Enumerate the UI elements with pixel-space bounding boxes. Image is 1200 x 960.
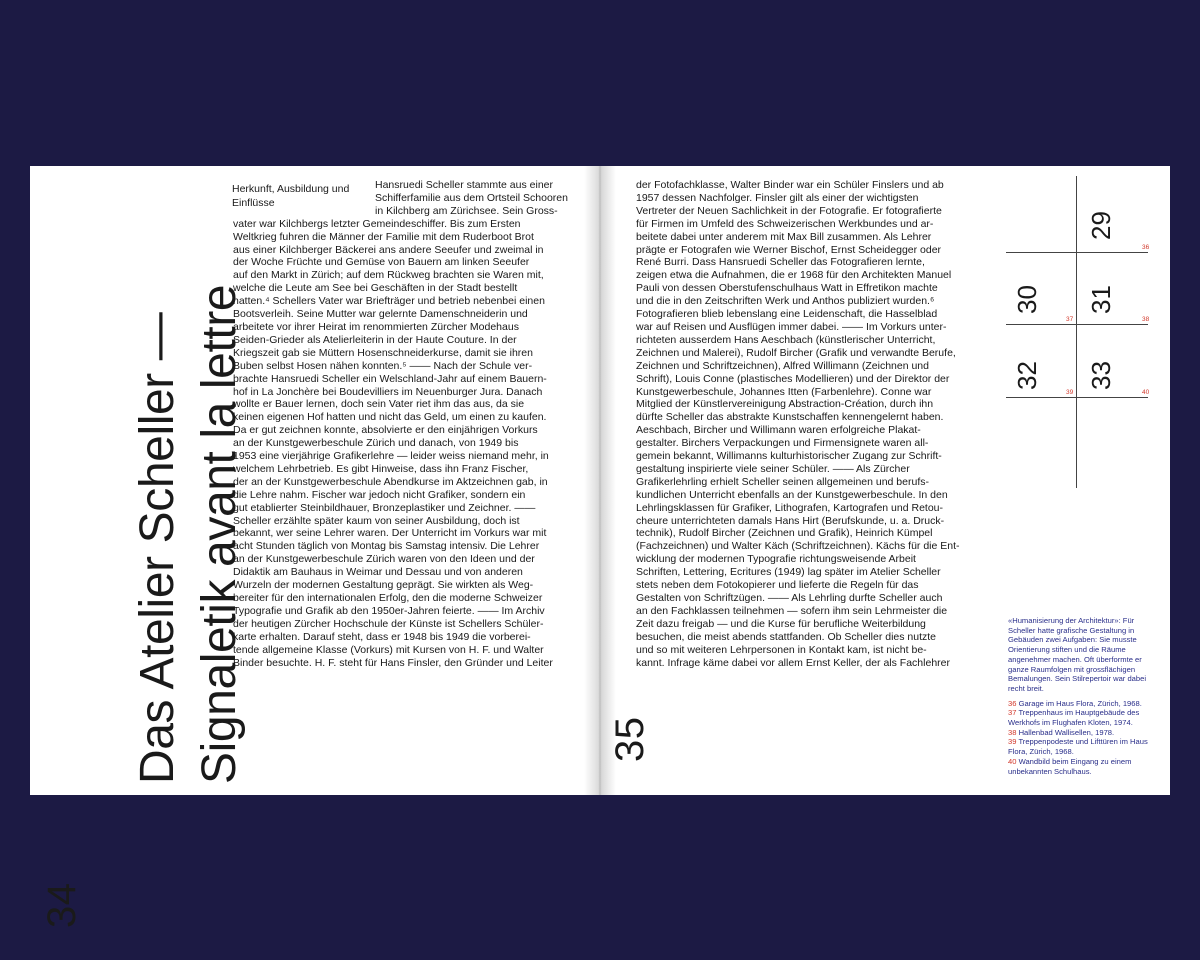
caption-item xyxy=(1008,757,1154,776)
text-line: an den Fachklassen teilnehmen — sofern ihm sein Lehrmeister die xyxy=(636,604,948,617)
text-line: brachte Hansruedi Scheller ein Welschland-Jahr auf einem Bauern- xyxy=(233,372,547,385)
text-line: gestaltung inspirierte viele seiner Schüler. —— Als Zürcher xyxy=(636,462,910,475)
text-line: Seiden-Grieder als Atelierleiterin in der Haute Couture. In der xyxy=(233,333,517,346)
left-body-text xyxy=(233,179,583,669)
caption-ref: 36 xyxy=(1008,698,1017,708)
text-line: Pauli von dessen Oberstufenschulhaus Watt in Effretikon machte xyxy=(636,282,938,295)
text-line: Schrift), Louis Conne (plastisches Modellieren) und der Direktor der xyxy=(636,372,950,385)
book-spread xyxy=(30,166,1170,928)
text-line: richteten ausserdem Hans Aeschbach (künstlerischer Unterricht, xyxy=(636,333,936,346)
figure-number: 32 xyxy=(1012,361,1042,390)
text-line: Grafikerlehrling erhielt Scheller seinen allgemeinen und berufs- xyxy=(636,475,929,488)
text-line: der Fotofachklasse, Walter Binder war ein Schüler Finslers und ab xyxy=(636,179,944,191)
text-line: keinen eigenen Hof hatten und nicht das Geld, um einen zu kaufen. xyxy=(233,411,547,424)
text-line: karte erhalten. Darauf steht, dass er 1948 bis 1949 die vorberei- xyxy=(233,630,531,643)
text-line: gestalter. Birchers Verpackungen und Firmensignete waren all- xyxy=(636,437,929,450)
text-line: wollte er Bauer lernen, doch sein Vater riet ihm das aus, da sie xyxy=(233,398,525,411)
text-line: Schifferfamilie aus dem Ortsteil Schooren xyxy=(375,191,568,204)
text-line: 1953 eine vierjährige Grafikerlehre — leider weiss niemand mehr, in xyxy=(233,450,549,463)
text-line: der an der Kunstgewerbeschule Abendkurse im Aktzeichnen gab, in xyxy=(233,475,548,488)
section-label: Herkunft, Ausbildung und Einflüsse xyxy=(232,183,350,209)
text-line: Fotografieren blieb lebenslang eine Leidenschaft, die Hasselblad xyxy=(636,308,938,321)
grid-rule xyxy=(1006,324,1148,325)
grid-rule xyxy=(1006,397,1148,398)
text-line: und so mit weiteren Lehrpersonen in Kontakt kam, ist nicht be- xyxy=(636,643,927,656)
text-line: an der Kunstgewerbeschule Zürich und danach, von 1949 bis xyxy=(233,437,519,450)
text-line: technik), Rudolf Bircher (Zeichnen und Grafik), Heinrich Kümpel xyxy=(636,527,933,540)
text-line: Binder besuchte. H. F. steht für Hans Finsler, den Gründer und Leiter xyxy=(233,656,553,669)
left-page-number: 34 xyxy=(40,882,84,928)
text-line: Zeichnen und Malerei), Rudolf Bircher (Grafik und verwandte Berufe, xyxy=(636,346,956,359)
text-line: Weltkrieg fuhren die Männer der Familie mit dem Ruderboot Brot xyxy=(233,230,534,243)
text-line: Schriften, Lettering, Ecritures (1949) lag später im Atelier Scheller xyxy=(636,566,941,579)
text-line: der Woche Früchte und Gemüse von Bauern am linken Seeufer xyxy=(233,256,530,269)
text-line: 1957 dessen Nachfolger. Finsler gilt als einer der wichtigsten xyxy=(636,191,919,204)
text-line: vater war Kilchbergs letzter Gemeindeschiffer. Bis zum Ersten xyxy=(233,217,521,230)
text-line: bereiter für den internationalen Erfolg, den die moderne Schweizer xyxy=(233,592,543,604)
text-line: kannt. Infrage käme dabei vor allem Ernst Keller, der als Fachlehrer xyxy=(636,656,950,669)
text-line: aus einer Kilchberger Bäckerei ans andere Seeufer und zweimal in xyxy=(233,243,544,256)
caption-text: Wandbild beim Eingang zu einem unbekannten Schulhaus. xyxy=(1008,756,1132,776)
chapter-title-line1: Das Atelier Scheller — xyxy=(131,312,184,784)
text-line: Gestalten von Schriftzügen. —— Als Lehrling durfte Scheller auch xyxy=(636,592,943,604)
text-line: Typografie und Grafik ab den 1950er-Jahren feierte. —— Im Archiv xyxy=(233,604,545,617)
text-line: hatten.⁴ Schellers Vater war Briefträger und betrieb nebenbei einen xyxy=(233,295,545,308)
text-line: prägte er Fotografen wie Werner Bischof, Ernst Scheidegger oder xyxy=(636,243,942,256)
text-line: cheure unterrichteten damals Hans Hirt (Berufskunde, u. a. Druck- xyxy=(636,514,945,527)
text-line: war auf Reisen und Ausflügen immer dabei. —— Im Vorkurs unter- xyxy=(636,320,947,333)
right-body-text xyxy=(636,179,976,669)
text-line: Kunstgewerbeschule, Johannes Itten (Farbenlehre). Conne war xyxy=(636,385,932,398)
text-line: dürfte Scheller das abstrakte Kunstschaffen kennengelernt haben. xyxy=(636,411,944,424)
text-line: (Fachzeichnen) und Walter Käch (Schriftzeichnen). Kächs für die Ent- xyxy=(636,540,960,553)
caption-item xyxy=(1008,728,1154,738)
text-line: gemein bekannt, Willimanns kulturhistorischer Zugang zur Schrift- xyxy=(636,450,942,463)
caption-ref: 40 xyxy=(1008,756,1017,766)
figure-number: 33 xyxy=(1086,361,1116,390)
caption-item xyxy=(1008,737,1154,756)
text-line: arbeitete vor ihrer Heirat im renommierten Zürcher Modehaus xyxy=(233,320,519,333)
caption-ref: 37 xyxy=(1008,708,1017,718)
text-line: Da er gut zeichnen konnte, absolvierte er den einjährigen Vorkurs xyxy=(233,424,538,437)
text-line: auf den Markt in Zürich; auf dem Rückweg brachten sie Waren mit, xyxy=(233,269,544,282)
book-gutter xyxy=(584,166,616,795)
grid-rule xyxy=(1006,252,1148,253)
text-line: Zeichnen und Schriftzeichnen), Alfred Willimann (Zeichnen und xyxy=(636,359,929,372)
chapter-title-line2: Signaletik avant la lettre xyxy=(193,284,246,784)
text-line: die Lehre nahm. Fischer war jedoch nicht Grafiker, sondern ein xyxy=(233,488,526,501)
figure-number: 30 xyxy=(1012,285,1042,314)
figure-ref: 39 xyxy=(1066,389,1074,396)
text-line: welchem Lehrbetrieb. Es gibt Hinweise, dass ihn Franz Fischer, xyxy=(233,462,529,475)
text-line: Scheller erzählte später kaum von seiner Ausbildung, doch ist xyxy=(233,514,520,527)
text-line: in Kilchberg am Zürichsee. Sein Gross- xyxy=(375,204,558,217)
caption-ref: 39 xyxy=(1008,737,1017,747)
caption-text: Hallenbad Wallisellen, 1978. xyxy=(1018,727,1115,737)
text-line: zeigen etwa die Aufnahmen, die er 1968 für den Architekten Manuel xyxy=(636,269,952,282)
text-line: für Firmen im Umfeld des Schweizerischen Werkbundes und ar- xyxy=(636,217,934,230)
text-line: beitete dabei unter anderem mit Max Bill zusammen. Als Lehrer xyxy=(636,230,932,243)
text-line: tende allgemeine Klasse (Vorkurs) mit Kursen von H. F. und Walter xyxy=(233,643,544,656)
figure-number: 31 xyxy=(1086,285,1116,314)
text-line: stets neben dem Fotokopierer und lieferte die Regeln für das xyxy=(636,579,919,592)
caption-item xyxy=(1008,708,1154,727)
text-line: Mitglied der Künstlervereinigung Abstraction-Création, durch ihn xyxy=(636,398,934,411)
text-line: Wurzeln der modernen Gestaltung geprägt. Sie wirkten als Weg- xyxy=(233,579,534,592)
text-line: Hansruedi Scheller stammte aus einer xyxy=(375,179,553,191)
text-line: Didaktik am Bauhaus in Weimar und Dessau und von anderen xyxy=(233,566,523,579)
text-line: wicklung der modernen Typografie richtungsweisende Arbeit xyxy=(636,553,916,566)
text-line: der heutigen Zürcher Hochschule der Künste ist Schellers Schüler- xyxy=(233,617,544,630)
text-line: Kriegszeit gab sie Müttern Hosenschneiderkurse, damit sie ihren xyxy=(233,346,533,359)
caption-text: Treppenhaus im Hauptgebäude des Werkhofs im Flughafen Kloten, 1974. xyxy=(1008,708,1140,728)
figure-number: 29 xyxy=(1086,211,1116,240)
caption-text: Treppenpodeste und Lifttüren im Haus Flora, Zürich, 1968. xyxy=(1008,737,1148,757)
text-line: Buben selbst Hosen nähen konnten.⁵ —— Nach der Schule ver- xyxy=(233,359,533,372)
text-line: bekannt, wer seine Lehrer waren. Der Unterricht im Vorkurs war mit xyxy=(233,527,547,540)
text-line: Aeschbach, Bircher und Willimann waren erfolgreiche Plakat- xyxy=(636,424,921,437)
text-line: acht Stunden täglich von Montag bis Samstag intensiv. Die Lehrer xyxy=(233,540,540,553)
text-line: welche die Leute am See bei Geschäften in der Stadt bestellt xyxy=(233,282,518,295)
text-line: Zeit dazu freigab — und die Kurse für berufliche Weiterbildung xyxy=(636,617,926,630)
text-line: gut etablierter Steinbildhauer, Bronzeplastiker und Zeichner. —— xyxy=(233,501,536,514)
text-line: besuchen, die meist abends stattfanden. Ob Scheller dies nutzte xyxy=(636,630,937,643)
text-line: Lehrlingsklassen für Grafiker, Lithografen, Kartografen und Retou- xyxy=(636,501,944,514)
text-line: hof in La Jonchère bei Boudevilliers im Neuenburger Jura. Danach xyxy=(233,385,543,398)
text-line: René Burri. Dass Hansruedi Scheller das Fotografieren lernte, xyxy=(636,256,925,269)
figure-ref: 40 xyxy=(1142,389,1150,396)
text-line: an der Kunstgewerbeschule Zürich waren von den Ideen und der xyxy=(233,553,535,566)
text-line: kundlichen Unterricht ebenfalls an der Kunstgewerbeschule. In den xyxy=(636,488,948,501)
figure-ref: 37 xyxy=(1066,316,1074,323)
text-line: Vertreter der Neuen Sachlichkeit in der Fotografie. Er fotografierte xyxy=(636,204,942,217)
caption-text: Garage im Haus Flora, Zürich, 1968. xyxy=(1018,698,1142,708)
caption-ref: 38 xyxy=(1008,727,1017,737)
text-line: und die in den Zeitschriften Werk und Anthos publiziert wurden.⁶ xyxy=(636,295,935,308)
text-line: Bootsverleih. Seine Mutter war gelernte Damenschneiderin und xyxy=(233,308,528,321)
caption-item xyxy=(1008,699,1154,709)
figure-caption xyxy=(1008,616,1154,776)
figure-ref: 38 xyxy=(1142,316,1150,323)
figure-ref: 36 xyxy=(1142,244,1150,251)
caption-intro: «Humanisierung der Architektur»: Für Scheller hatte grafische Gestaltung in Gebäuden zwei Aufgaben: Sie musste Orientierung stiften und die Räume angenehmer machen. Oft überformte er ganze Raumfolgen mit grossflächigen Bemalungen. Sein Stilrepertoir war dabei recht breit. xyxy=(1008,616,1147,693)
right-page-number: 35 xyxy=(608,716,652,762)
figure-index-grid xyxy=(1006,176,1154,488)
grid-vertical-rule xyxy=(1076,176,1077,488)
